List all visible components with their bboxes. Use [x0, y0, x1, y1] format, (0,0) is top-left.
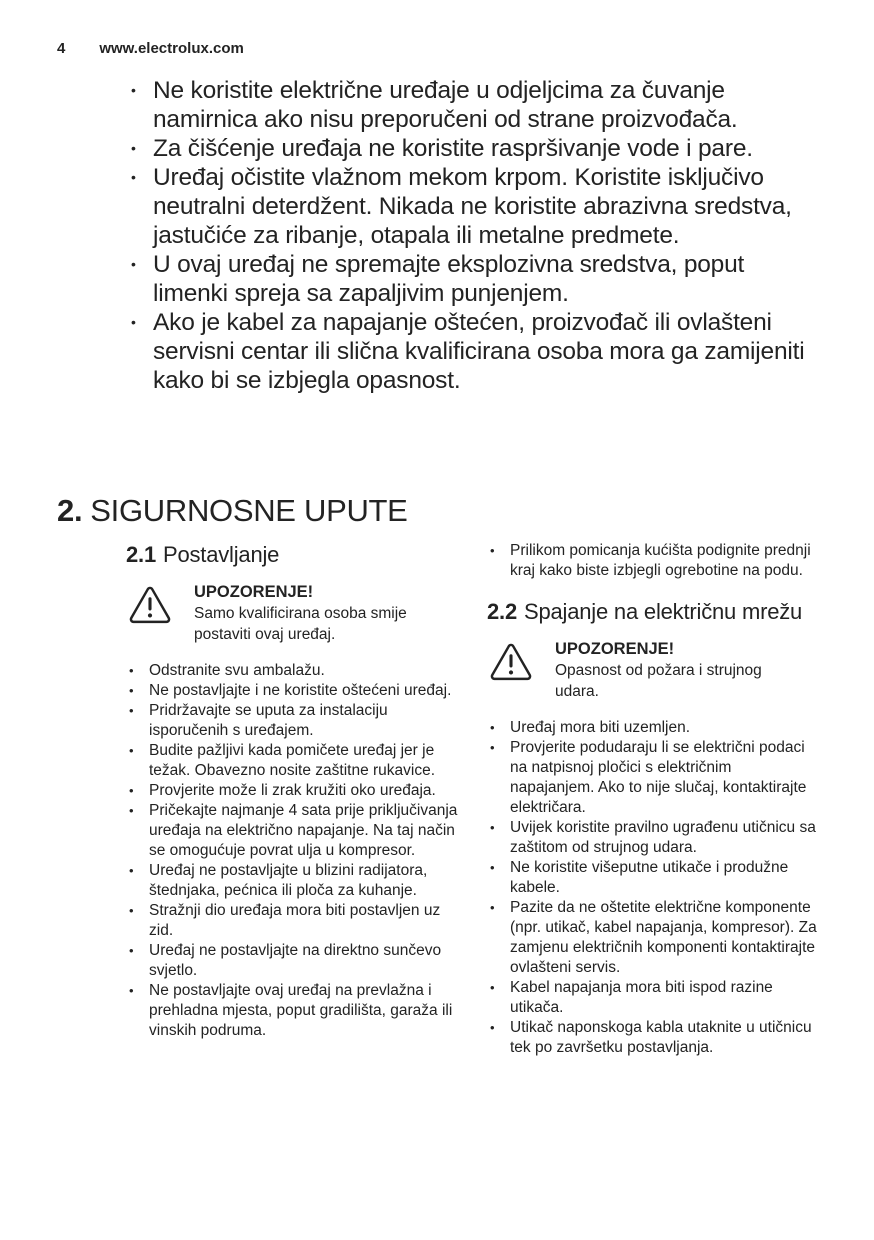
list-item: • Uređaj ne postavljajte u blizini radijatora, štednjaka, pećnica ili ploča za kuhanje.	[126, 861, 459, 901]
warning-text: Samo kvalificirana osoba smije postaviti ovaj uređaj.	[194, 605, 407, 643]
list-item: • Utikač naponskoga kabla utaknite u utičnicu tek po završetku postavljanja.	[487, 1018, 820, 1058]
list-item: • Provjerite podudaraju li se električni podaci na natpisnoj pločici s električnim napajanjem. Ako to nije slučaj, kontaktirajte električara.	[487, 738, 820, 818]
list-item: • U ovaj uređaj ne spremajte eksplozivna sredstva, poput limenki spreja sa zapaljivim punjenjem.	[126, 250, 820, 308]
list-item: • Stražnji dio uređaja mora biti postavljen uz zid.	[126, 901, 459, 941]
subsection-title-text: Spajanje na električnu mrežu	[523, 599, 803, 624]
warning-body	[194, 582, 420, 645]
list-item: • Prilikom pomicanja kućišta podignite prednji kraj kako biste izbjegli ogrebotine na podu.	[487, 541, 820, 581]
section-title-text: SIGURNOSNE UPUTE	[90, 493, 408, 528]
list-item: • Uvijek koristite pravilno ugrađenu utičnicu sa zaštitom od strujnog udara.	[487, 818, 820, 858]
list-item: • Pazite da ne oštetite električne komponente (npr. utikač, kabel napajanja, kompresor). Za zamjenu električnih komponenti kontaktirajte ovlašteni servis.	[487, 898, 820, 978]
list-item: • Ako je kabel za napajanje oštećen, proizvođač ili ovlašteni servisni centar ili slična kvalificirana osoba mora ga zamijeniti kako bi se izbjegla opasnost.	[126, 308, 820, 395]
warning-title: UPOZORENJE!	[555, 640, 675, 658]
list-item: • Za čišćenje uređaja ne koristite raspršivanje vode i pare.	[126, 134, 820, 163]
list-item: • Provjerite može li zrak kružiti oko uređaja.	[126, 781, 459, 801]
list-item: • Uređaj ne postavljajte na direktno sunčevo svjetlo.	[126, 941, 459, 981]
warning-title: UPOZORENJE!	[194, 583, 314, 601]
subsection-number: 2.1	[126, 542, 156, 567]
list-item: • Uređaj mora biti uzemljen.	[487, 718, 820, 738]
warning-block-installation	[128, 582, 459, 645]
list-item: • Budite pažljivi kada pomičete uređaj jer je težak. Obavezno nosite zaštitne rukavice.	[126, 741, 459, 781]
electrical-bullet-list	[487, 718, 820, 1058]
subsection-title-text: Postavljanje	[162, 542, 280, 567]
subsection-number: 2.2	[487, 599, 517, 624]
left-column	[126, 541, 459, 1058]
list-item: • Pridržavajte se uputa za instalaciju isporučenih s uređajem.	[126, 701, 459, 741]
page-header	[57, 40, 244, 58]
list-item: • Ne postavljajte ovaj uređaj na prevlažna i prehladna mjesta, poput gradilišta, garaža ili vinskih podruma.	[126, 981, 459, 1041]
list-item: • Pričekajte najmanje 4 sata prije priključivanja uređaja na električno napajanje. Na taj način se omogućuje povrat ulja u kompresor.	[126, 801, 459, 861]
list-item: • Kabel napajanja mora biti ispod razine utikača.	[487, 978, 820, 1018]
site-url: www.electrolux.com	[99, 40, 244, 57]
list-item: • Ne postavljajte i ne koristite oštećeni uređaj.	[126, 681, 459, 701]
list-item: • Uređaj očistite vlažnom mekom krpom. Koristite isključivo neutralni deterdžent. Nikada ne koristite abrazivna sredstva, jastučiće za ribanje, otapala ili metalne predmete.	[126, 163, 820, 250]
subsection-heading-2-2	[487, 598, 820, 625]
right-column	[487, 541, 820, 1058]
warning-triangle-icon	[489, 639, 535, 687]
page-number: 4	[57, 40, 66, 57]
section-heading	[57, 494, 408, 528]
list-item: • Ne koristite električne uređaje u odjeljcima za čuvanje namirnica ako nisu preporučeni od strane proizvođača.	[126, 76, 820, 134]
warning-block-electrical	[489, 639, 820, 702]
list-item: • Odstranite svu ambalažu.	[126, 661, 459, 681]
subsection-heading-2-1	[126, 541, 459, 568]
installation-bullet-list	[126, 661, 459, 1041]
installation-bullet-list-continued	[487, 541, 820, 581]
section-number: 2.	[57, 493, 83, 528]
warning-triangle-icon	[128, 582, 174, 630]
intro-bullet-list	[126, 76, 820, 395]
two-column-body	[126, 541, 820, 1058]
list-item: • Ne koristite višeputne utikače i produžne kabele.	[487, 858, 820, 898]
warning-body	[555, 639, 781, 702]
warning-text: Opasnost od požara i strujnog udara.	[555, 662, 762, 700]
